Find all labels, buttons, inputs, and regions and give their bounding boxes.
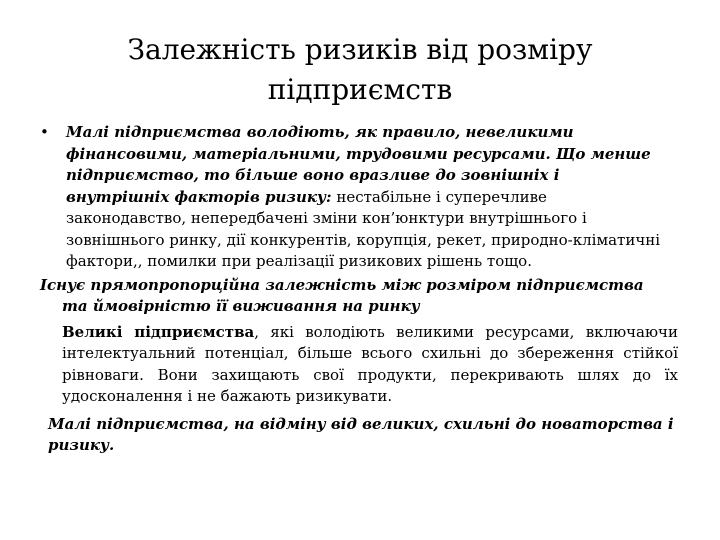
title-line-1: Залежність ризиків від розміру	[127, 33, 593, 66]
title-line-2: підприємств	[267, 73, 453, 106]
large-enterprises-text: , які володіють великими ресурсами, включаючи інтелектуальний потенціал, більше всього схильні до збереження стійкої рівноваги. Вони захищають свої продукти, перекривають шлях до їх удосконалення і не бажають ризикувати.	[62, 322, 678, 405]
slide-title	[60, 30, 660, 110]
bullet-item	[38, 122, 678, 273]
slide-content	[38, 122, 678, 457]
bullet-emphasis: Малі підприємства володіють, як правило, невеликими фінансовими, матеріальними, трудовими ресурсами. Що менше підприємство, то більше воно вразливе до зовнішніх і внутрішніх факторів ризику:	[66, 123, 651, 206]
dependency-statement: Існує прямопропорційна залежність між розміром підприємства та ймовірністю її виживання на ринку	[40, 275, 644, 315]
bullet-plain: нестабільне і суперечливе законодавство, непередбачені зміни кон’юнктури внутрішнього і зовнішнього ринку, дії конкурентів, корупція, рекет, природно-кліматичні фактори,, помилки при реалізації ризикових рішень тощо.	[66, 187, 661, 270]
small-enterprises-conclusion: Малі підприємства, на відміну від великих, схильні до новаторства і ризику.	[48, 414, 674, 454]
large-enterprises-label: Великі підприємства	[62, 322, 255, 341]
bullet-icon: •	[40, 123, 49, 141]
large-enterprises-paragraph	[38, 322, 678, 408]
bullet-text	[66, 122, 678, 273]
